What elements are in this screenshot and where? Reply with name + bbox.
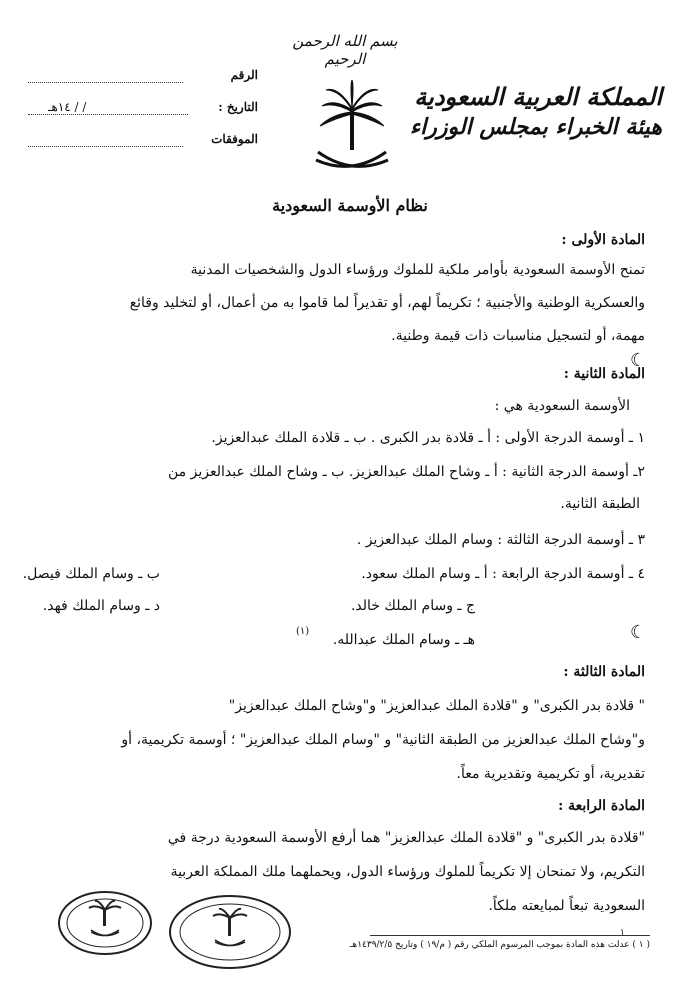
footnote-divider: [370, 935, 650, 936]
crescent-mark-icon-2: ☾: [630, 622, 647, 643]
article2-item4e: هـ ـ وسام الملك عبدالله.: [332, 632, 475, 648]
article2-item4d: د ـ وسام الملك فهد.: [42, 598, 160, 614]
article1-line2: والعسكرية الوطنية والأجنبية ؛ تكريماً لهم، أو تقديراً لما قاموا به من أعمال، أو لتخليد وقائع: [129, 295, 645, 311]
article1-line3: مهمة، أو لتسجيل مناسبات ذات قيمة وطنية.: [391, 328, 645, 344]
field-date: [28, 100, 258, 132]
article3-line1: " قلادة بدر الكبرى" و "قلادة الملك عبدالعزيز" و"وشاح الملك عبدالعزيز": [228, 698, 645, 714]
authority-name: هيئة الخبراء بمجلس الوزراء: [409, 114, 662, 140]
bismillah: بسم الله الرحمن الرحيم: [292, 32, 398, 68]
article2-intro: الأوسمة السعودية هي :: [494, 398, 630, 414]
article2-heading: المادة الثانية :: [563, 366, 645, 382]
field-attachments: [28, 132, 258, 164]
seal-stamp-icon: [55, 888, 155, 958]
field-date-value: / / ١٤هـ: [48, 100, 87, 114]
article1-heading: المادة الأولى :: [561, 232, 645, 248]
article3-heading: المادة الثالثة :: [563, 664, 645, 680]
article2-item2-line2: الطبقة الثانية.: [560, 496, 640, 512]
article2-item4a: ٤ ـ أوسمة الدرجة الرابعة : أ ـ وسام الملك سعود.: [361, 566, 645, 582]
document-title: نظام الأوسمة السعودية: [272, 196, 428, 215]
article3-line3: تقديرية، أو تكريمية وتقديرية معاً.: [456, 766, 645, 782]
field-number: [28, 68, 258, 100]
crescent-mark-icon: ☾: [630, 350, 647, 371]
page-number: ١: [620, 928, 625, 938]
article4-heading: المادة الرابعة :: [558, 798, 645, 814]
footnote-reference: (١): [296, 626, 310, 637]
footnote-text: ( ١ ) عدلت هذه المادة بموجب المرسوم الملكي رقم ( م/١٩ ) وتاريخ ١٤٣٩/٢/٥هـ: [349, 940, 650, 950]
article4-line3: السعودية تبعاً لمبايعته ملكاً.: [488, 898, 645, 914]
reference-fields: [28, 68, 258, 164]
kingdom-name: المملكة العربية السعودية: [414, 82, 662, 111]
article2-item1: ١ ـ أوسمة الدرجة الأولى : أ ـ قلادة بدر الكبرى . ب ـ قلادة الملك عبدالعزيز.: [211, 430, 645, 446]
emblem-icon: [312, 80, 392, 180]
field-date-label: التاريخ :: [218, 100, 258, 114]
field-attachments-label: الموفقات: [211, 132, 258, 146]
article2-item4c: ج ـ وسام الملك خالد.: [350, 598, 475, 614]
article2-item4b: ب ـ وسام الملك فيصل.: [22, 566, 160, 582]
article1-line1: تمنح الأوسمة السعودية بأوامر ملكية للملوك ورؤساء الدول والشخصيات المدنية: [190, 262, 645, 278]
article2-item3: ٣ ـ أوسمة الدرجة الثالثة : وسام الملك عبدالعزيز .: [356, 532, 645, 548]
article2-item2-line1: ٢ـ أوسمة الدرجة الثانية : أ ـ وشاح الملك عبدالعزيز. ب ـ وشاح الملك عبدالعزيز من: [168, 464, 645, 480]
seal-stamp-icon-2: [165, 892, 295, 972]
article3-line2: و"وشاح الملك عبدالعزيز من الطبقة الثانية" و "وسام الملك عبدالعزيز" ؛ أوسمة تكريمية، أو: [121, 732, 645, 748]
field-number-label: الرقم: [230, 68, 258, 82]
article4-line2: التكريم، ولا تمنحان إلا تكريماً للملوك ورؤساء الدول، ويحملهما ملك المملكة العربية: [170, 864, 645, 880]
article4-line1: "قلادة بدر الكبرى" و "قلادة الملك عبدالعزيز" هما أرفع الأوسمة السعودية درجة في: [167, 830, 645, 846]
